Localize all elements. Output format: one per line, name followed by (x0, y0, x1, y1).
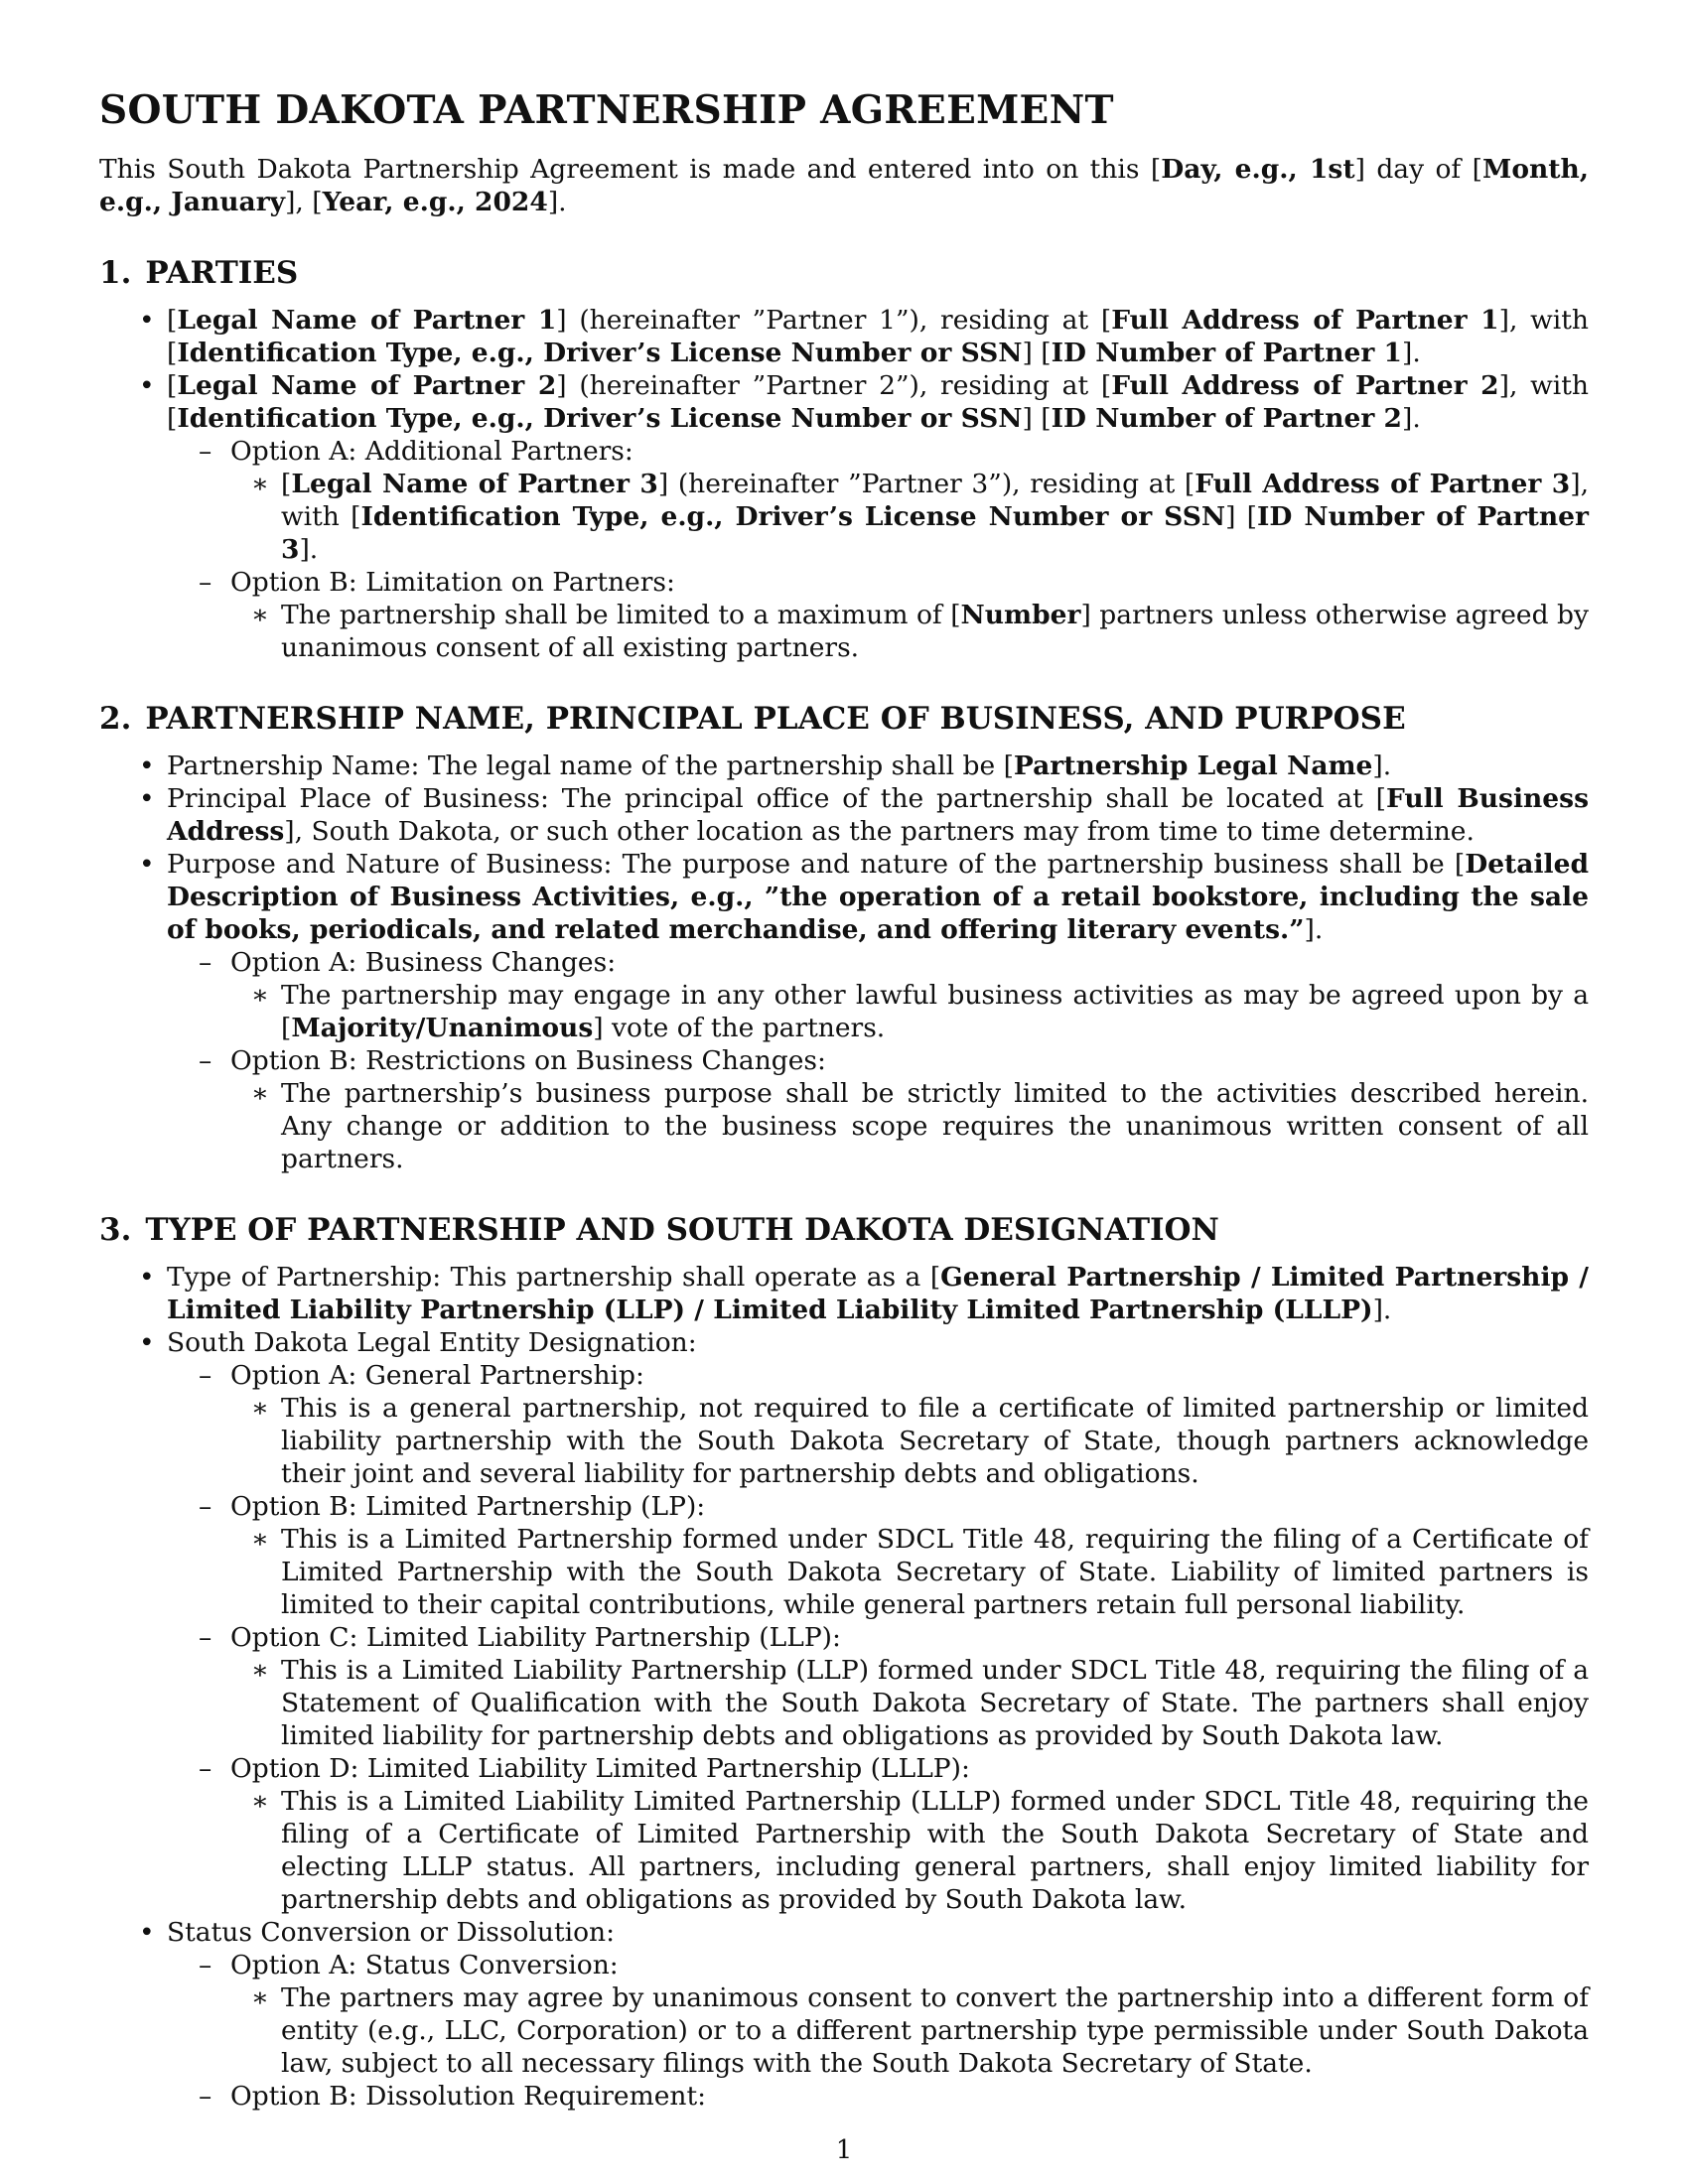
page-number: 1 (835, 2135, 853, 2165)
dash-icon: – (199, 1753, 212, 1784)
list-item-partner-3: ∗ [Legal Name of Partner 3] (hereinafter ”Partner 3”), residing at [Full Address of Partner 3], with [Identification Type, e.g., Driver’s License Number or SSN] [ID Number of Partner 3]. (251, 469, 1589, 565)
option-b-lp: – Option B: Limited Partnership (LP): (199, 1491, 706, 1522)
bullet-icon: • (139, 1917, 155, 1948)
dash-icon: – (199, 1360, 212, 1391)
list-item-partnership-name: • Partnership Name: The legal name of the partnership shall be [Partnership Legal Name]. (139, 751, 1392, 781)
limitation-text: ∗ The partnership shall be limited to a maximum of [Number] partners unless otherwise agreed by unanimous consent of all existing partners. (251, 600, 1589, 663)
option-b-limitation: – Option B: Limitation on Partners: (199, 567, 675, 598)
bullet-icon: • (139, 1327, 155, 1358)
dash-icon: – (199, 1950, 212, 1980)
dash-icon: – (199, 567, 212, 598)
dash-icon: – (199, 947, 212, 978)
bullet-icon: • (139, 305, 155, 336)
option-c-llp: – Option C: Limited Liability Partnership (LLP): (199, 1622, 841, 1653)
asterisk-icon: ∗ (251, 1078, 270, 1109)
dash-icon: – (199, 1045, 212, 1076)
llp-text: ∗ This is a Limited Liability Partnership (LLP) formed under SDCL Title 48, requiring the filing of a Statement of Qualification with the South Dakota Secretary of State. The partners shall enjoy limited liability for partnership debts and obligations as provided by South Dakota law. (251, 1655, 1589, 1751)
list-item-principal-place: • Principal Place of Business: The principal office of the partnership shall be located at [Full Business Address], South Dakota, or such other location as the partners may from time to time determine. (139, 783, 1589, 847)
section-heading-name-place-purpose: 2. PARTNERSHIP NAME, PRINCIPAL PLACE OF BUSINESS, AND PURPOSE (99, 701, 1406, 737)
document-page (99, 87, 1589, 2113)
day-placeholder: Day, e.g., 1st (1161, 154, 1355, 185)
month-placeholder: Month, e.g., January (99, 154, 1589, 217)
list-item-partner-2: • [Legal Name of Partner 2] (hereinafter ”Partner 2”), residing at [Full Address of Partner 2], with [Identification Type, e.g., Driver’s License Number or SSN] [ID Number of Partner 2]. (139, 370, 1589, 434)
section-heading-type: 3. TYPE OF PARTNERSHIP AND SOUTH DAKOTA DESIGNATION (99, 1212, 1219, 1248)
list-item-partnership-type: • Type of Partnership: This partnership shall operate as a [General Partnership / Limited Partnership / Limited Liability Partnership (LLP) / Limited Liability Limited Partnership (LLLP)]. (139, 1262, 1589, 1325)
asterisk-icon: ∗ (251, 1786, 270, 1817)
intro-paragraph: This South Dakota Partnership Agreement is made and entered into on this [Day, e.g., 1st] day of [Month, e.g., January], [Year, e.g., 2024]. (99, 154, 1589, 217)
dash-icon: – (199, 1622, 212, 1653)
asterisk-icon: ∗ (251, 1524, 270, 1555)
option-a-additional-partners: – Option A: Additional Partners: (199, 436, 633, 467)
dash-icon: – (199, 2081, 212, 2112)
lllp-text: ∗ This is a Limited Liability Limited Partnership (LLLP) formed under SDCL Title 48, requiring the filing of a Certificate of Limited Partnership with the South Dakota Secretary of State and electing LLLP status. All partners, including general partners, shall enjoy limited liability for partnership debts and obligations as provided by South Dakota law. (251, 1786, 1589, 1915)
bullet-icon: • (139, 1262, 155, 1293)
list-item-status: • Status Conversion or Dissolution: (139, 1917, 616, 1948)
asterisk-icon: ∗ (251, 1982, 270, 2013)
asterisk-icon: ∗ (251, 1393, 270, 1424)
business-changes-text: ∗ The partnership may engage in any other lawful business activities as may be agreed upon by a [Majority/Unanimous] vote of the partners. (251, 980, 1589, 1043)
option-d-lllp: – Option D: Limited Liability Limited Partnership (LLLP): (199, 1753, 970, 1784)
option-a-general: – Option A: General Partnership: (199, 1360, 644, 1391)
lp-text: ∗ This is a Limited Partnership formed under SDCL Title 48, requiring the filing of a Certificate of Limited Partnership with the South Dakota Secretary of State. Liability of limited partners is limited to their capital contributions, while general partners retain full personal liability. (251, 1524, 1589, 1620)
year-placeholder: Year, e.g., 2024 (322, 187, 548, 217)
section-heading-parties: 1. PARTIES (99, 255, 299, 291)
option-b-dissolution: – Option B: Dissolution Requirement: (199, 2081, 707, 2112)
list-item-purpose: • Purpose and Nature of Business: The purpose and nature of the partnership business shall be [Detailed Description of Business Activities, e.g., ”the operation of a retail bookstore, including the sale of books, periodicals, and related merchandise, and offering literary events.”]. (139, 849, 1589, 945)
bullet-icon: • (139, 751, 155, 781)
option-a-business-changes: – Option A: Business Changes: (199, 947, 617, 978)
asterisk-icon: ∗ (251, 980, 270, 1011)
bullet-icon: • (139, 783, 155, 814)
list-item-partner-1: • [Legal Name of Partner 1] (hereinafter ”Partner 1”), residing at [Full Address of Partner 1], with [Identification Type, e.g., Driver’s License Number or SSN] [ID Number of Partner 1]. (139, 305, 1589, 368)
asterisk-icon: ∗ (251, 1655, 270, 1686)
document-title: SOUTH DAKOTA PARTNERSHIP AGREEMENT (99, 87, 1114, 133)
option-b-restrictions: – Option B: Restrictions on Business Changes: (199, 1045, 826, 1076)
bullet-icon: • (139, 370, 155, 401)
general-text: ∗ This is a general partnership, not required to file a certificate of limited partnership or limited liability partnership with the South Dakota Secretary of State, though partners acknowledge their joint and several liability for partnership debts and obligations. (251, 1393, 1589, 1489)
asterisk-icon: ∗ (251, 600, 270, 630)
bullet-icon: • (139, 849, 155, 880)
option-a-conversion: – Option A: Status Conversion: (199, 1950, 619, 1980)
conversion-text: ∗ The partners may agree by unanimous consent to convert the partnership into a different form of entity (e.g., LLC, Corporation) or to a different partnership type permissible under South Dakota law, subject to all necessary filings with the South Dakota Secretary of State. (251, 1982, 1589, 2079)
list-item-designation: • South Dakota Legal Entity Designation: (139, 1327, 697, 1358)
restrictions-text: ∗ The partnership’s business purpose shall be strictly limited to the activities described herein. Any change or addition to the business scope requires the unanimous written consent of all partners. (251, 1078, 1589, 1174)
dash-icon: – (199, 1491, 212, 1522)
asterisk-icon: ∗ (251, 469, 270, 499)
dash-icon: – (199, 436, 212, 467)
